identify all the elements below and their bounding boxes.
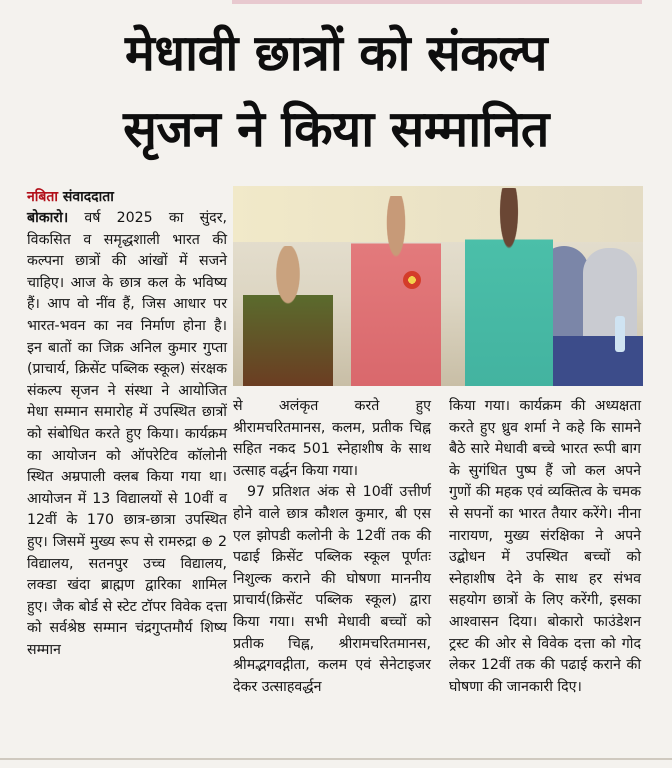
article-paragraph: से अलंकृत करते हुए श्रीरामचरितमानस, कलम, प्रतीक चिह्न सहित नकद 501 स्नेहाशीष के साथ उत्साह वर्द्धन किया गया। (233, 398, 431, 479)
byline-role: संवाददाता (62, 189, 114, 205)
article-column-1 (27, 186, 227, 661)
byline-name: नबिता (27, 189, 58, 205)
byline (27, 186, 227, 208)
article-paragraph (27, 208, 227, 661)
article-column-3 (449, 396, 641, 698)
article-column-2 (233, 396, 431, 698)
article-paragraph: 97 प्रतिशत अंक से 10वीं उत्तीर्ण होने वाले छात्र कौशल कुमार, बी एस एल झोपडी कलोनी के 12वीं तक की पढाई क्रिसेंट पब्लिक स्कूल पूर्णतः निशुल्क कराने की घोषणा माननीय प्राचार्य(क्रिसेंट पब्लिक स्कूल) द्वारा किया गया। सभी मेधावी बच्चों को प्रतीक चिह्न, श्रीरामचरितमानस, श्रीमद्भगवद्गीता, कलम एवं सेनेटाइजर देकर उत्साहवर्द्धन (233, 484, 431, 695)
divider (0, 758, 672, 760)
article-paragraph: किया गया। कार्यक्रम की अध्यक्षता करते हुए ध्रुव शर्मा ने कहे कि सामने बैठे सारे मेधावी बच्चे भारत रूपी बाग के सुगंधित पुष्प हैं जो कल अपने गुणों की महक एवं व्यक्तित्व के चमक से सपनों का भारत तैयार करेंगे। नीना नारायण, मुख्य संरक्षिका ने अपने उद्बोधन में उपस्थित बच्चों को स्नेहाशीष देने के साथ हर संभव सहयोग छात्रों के लिए करेंगी, इसका आश्वासन दिया। बोकारो फाउंडेशन ट्रस्ट की ओर से विवेक दत्ता को गोद लेकर 12वीं तक की पढाई कराने की घोषणा की जानकारी दिए। (449, 398, 641, 695)
event-photo (233, 186, 643, 386)
article-text: वर्ष 2025 का सुंदर, विकसित व समृद्धशाली भारत की कल्पना छात्रों की आंखों में सजने चाहिए। आज के छात्र कल के भविष्य हैं। आप वो नींव हैं, जिस आधार पर भारत-भवन का नव निर्माण होना है। इन बातों का जिक्र अनिल कुमार गुप्ता (प्राचार्य, क्रिसेंट पब्लिक स्कूल) संरक्षक संकल्प सृजन ने संस्था ने आयोजित मेधा सम्मान समारोह में उपस्थित छात्रों को संबोधित करते हुए किया। कार्यक्रम का आयोजन को ऑपरेटिव कॉलोनी स्थित अम्रपाली क्लब किया गया था। आयोजन में 13 विद्यालयों से 10वीं व 12वीं के 170 छात्र-छात्रा उपस्थित हुए। जिसमें मुख्य रूप से रामरुद्रा ⊕ 2 विद्यालय, सतनपुर उच्च विद्यालय, लक्डा खंदा ब्राह्मण द्वारिका शामिल हुए। जैक बोर्ड से स्टेट टॉपर विवेक दत्ता को सर्वश्रेष्ठ सम्मान चंद्रगुप्तमौर्य शिष्य सम्मान (27, 210, 228, 658)
dateline: बोकारो। (27, 210, 69, 226)
headline (0, 14, 672, 166)
top-color-strip (232, 0, 642, 4)
headline-line-1: मेधावी छात्रों को संकल्प (124, 24, 548, 82)
headline-line-2: सृजन ने किया सम्मानित (123, 100, 549, 158)
